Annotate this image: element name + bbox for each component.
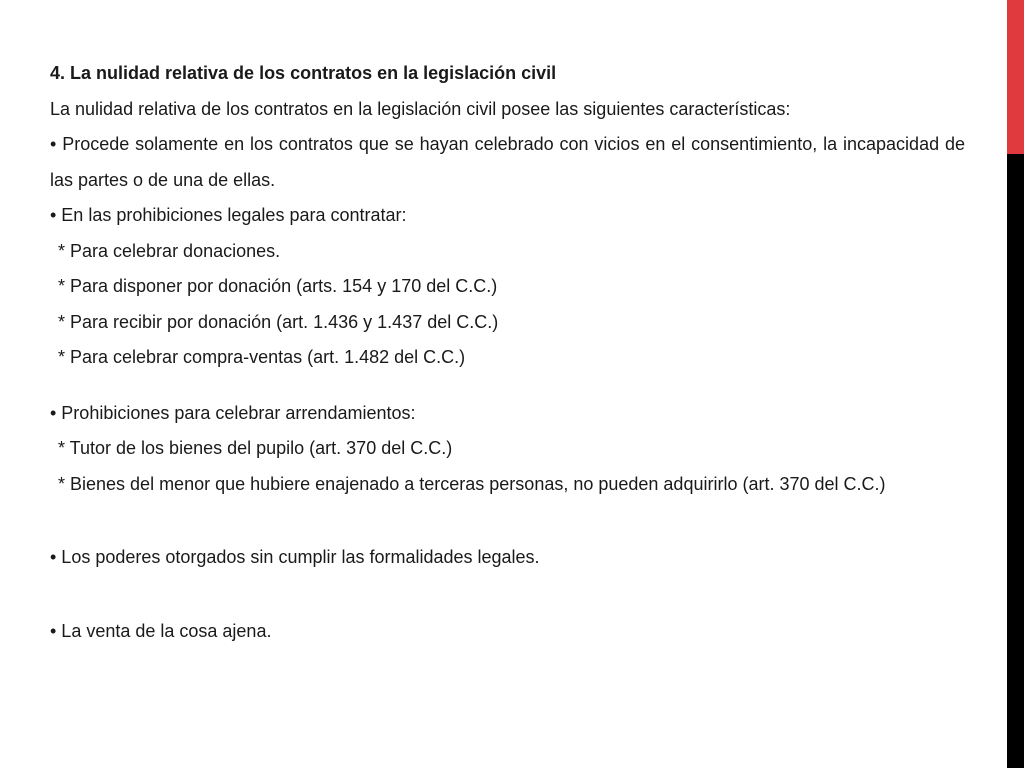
bullet-venta-cosa-ajena: • La venta de la cosa ajena. [50, 620, 272, 641]
bullet-prohibiciones-arrendamientos: • Prohibiciones para celebrar arrendamientos: [50, 402, 416, 423]
spacer [50, 502, 965, 540]
spacer [50, 576, 965, 614]
accent-bar-red [1007, 0, 1024, 154]
sub-item-recibir-donacion: * Para recibir por donación (art. 1.436 y 1.437 del C.C.) [58, 311, 499, 332]
bullet-poderes-otorgados: • Los poderes otorgados sin cumplir las formalidades legales. [50, 547, 540, 567]
bullet-prohibiciones-contratar: • En las prohibiciones legales para contratar: [50, 205, 407, 225]
sub-item-donaciones: * Para celebrar donaciones. [58, 240, 281, 261]
slide-content [50, 56, 965, 649]
slide-title: 4. La nulidad relativa de los contratos en la legislación civil [50, 63, 557, 83]
sub-item-bienes-menor: * Bienes del menor que hubiere enajenado a terceras personas, no pueden adquirirlo (art. 370 del C.C.) [58, 473, 886, 494]
intro-text: La nulidad relativa de los contratos en la legislación civil posee las siguientes características: [50, 98, 791, 119]
sub-item-tutor-bienes: * Tutor de los bienes del pupilo (art. 370 del C.C.) [58, 438, 453, 458]
sub-item-compra-ventas: * Para celebrar compra-ventas (art. 1.482 del C.C.) [58, 347, 466, 367]
accent-bar-black [1007, 154, 1024, 768]
bullet-vicios-consentimiento: • Procede solamente en los contratos que se hayan celebrado con vicios en el consentimiento, la incapacidad de las partes o de una de ellas. [50, 134, 965, 190]
sub-item-disponer-donacion: * Para disponer por donación (arts. 154 y 170 del C.C.) [58, 276, 498, 296]
spacer [50, 376, 965, 396]
